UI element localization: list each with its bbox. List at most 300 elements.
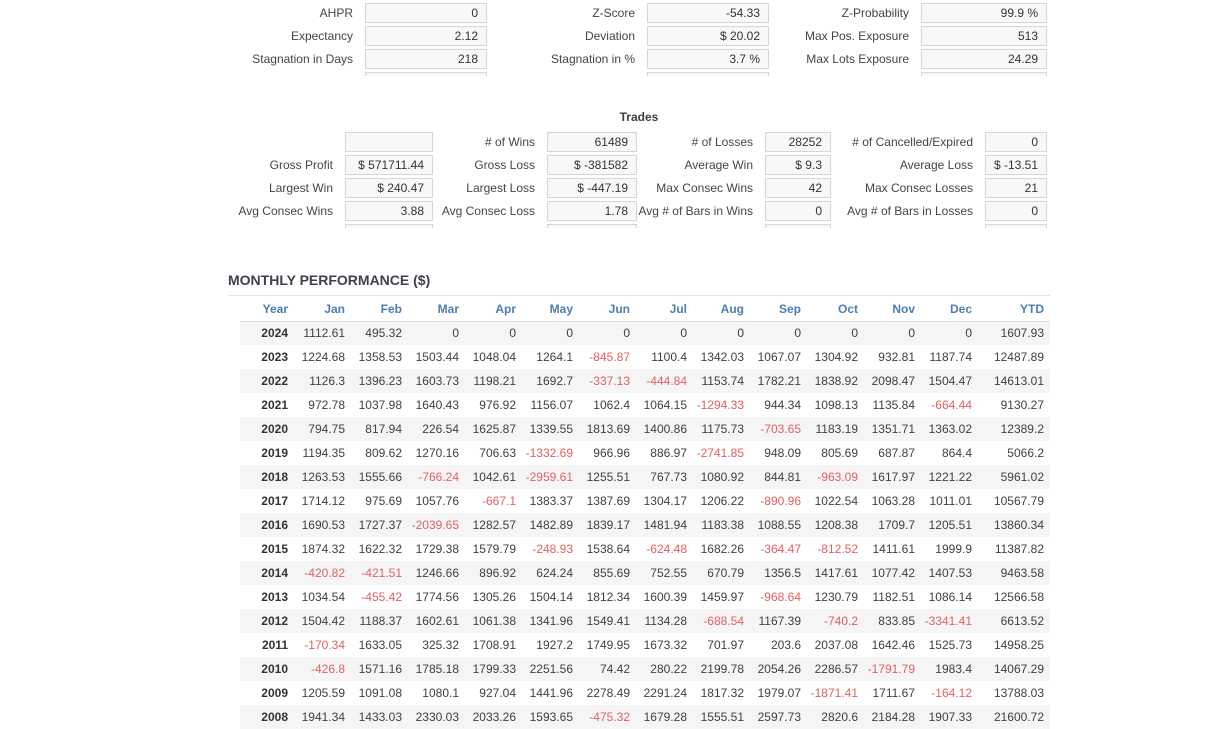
monthly-row	[240, 681, 1050, 705]
monthly-value-cell: 1711.67	[872, 686, 915, 700]
monthly-row	[240, 345, 1050, 369]
monthly-col-header: Aug	[693, 298, 750, 321]
monthly-value-cell: -164.12	[931, 686, 972, 700]
monthly-year-cell: 2008	[261, 710, 288, 724]
stat-label: Max Consec Wins	[656, 181, 753, 195]
monthly-value-cell: 1593.65	[529, 710, 573, 724]
monthly-year-cell: 2024	[261, 326, 288, 341]
monthly-value-cell: 1282.57	[472, 518, 516, 532]
monthly-value-cell: 1091.08	[358, 686, 402, 700]
stat-label: Gross Loss	[474, 158, 535, 172]
monthly-value-cell: 1153.74	[701, 374, 744, 388]
monthly-value-cell: 0	[566, 326, 573, 341]
monthly-value-cell: -667.1	[481, 494, 516, 508]
monthly-value-cell: 1729.38	[415, 542, 459, 556]
stat-label: AHPR	[319, 6, 353, 20]
monthly-value-cell: 1230.79	[814, 590, 858, 604]
monthly-value-cell: 1603.73	[415, 374, 459, 388]
monthly-value-cell: 1351.71	[871, 422, 915, 436]
monthly-value-cell: 1042.61	[472, 470, 516, 484]
stat-label-stub	[831, 224, 985, 247]
monthly-value-cell: 1782.21	[757, 374, 801, 388]
monthly-value-cell: 2597.73	[757, 710, 801, 724]
monthly-value-cell: 1607.93	[1000, 326, 1044, 341]
monthly-value-cell: 927.04	[479, 686, 516, 700]
monthly-table-head	[240, 298, 1050, 321]
monthly-value-cell: 1482.89	[529, 518, 573, 532]
monthly-value-cell: 12487.89	[993, 350, 1044, 364]
stat-label: Max Consec Losses	[864, 181, 973, 195]
monthly-value-cell: -1332.69	[525, 446, 573, 460]
monthly-value-cell: 74.42	[599, 662, 630, 676]
monthly-value-cell: -1294.33	[696, 398, 744, 412]
monthly-value-cell: 1022.54	[814, 494, 858, 508]
monthly-value-cell: 1080.1	[422, 686, 459, 700]
monthly-value-cell: 886.97	[650, 446, 687, 460]
monthly-value-cell: 1549.41	[586, 614, 630, 628]
stat-value-field: 1.78	[547, 201, 637, 221]
monthly-row	[240, 441, 1050, 465]
monthly-value-cell: 1709.7	[878, 518, 915, 532]
monthly-year-cell: 2011	[261, 638, 288, 652]
monthly-value-cell: 1255.51	[586, 470, 630, 484]
stat-value-field: -54.33	[647, 3, 769, 23]
stat-label-stub	[637, 224, 765, 247]
stat-value-field: 2.12	[365, 26, 487, 46]
monthly-value-cell: 864.4	[941, 446, 972, 460]
monthly-value-cell: -624.48	[646, 542, 687, 556]
monthly-value-cell: 844.81	[764, 470, 801, 484]
monthly-value-cell: 972.78	[308, 398, 345, 412]
monthly-value-cell: 1246.66	[415, 566, 459, 580]
monthly-value-cell: 12566.58	[993, 590, 1044, 604]
monthly-value-cell: 1224.68	[301, 350, 345, 364]
monthly-value-cell: 1817.32	[700, 686, 744, 700]
monthly-value-cell: 1927.2	[536, 638, 573, 652]
monthly-value-cell: 1555.66	[358, 470, 402, 484]
monthly-value-cell: 1167.39	[758, 614, 801, 628]
stat-value-field: 218	[365, 49, 487, 69]
monthly-value-cell: -2039.65	[411, 518, 459, 532]
monthly-value-cell: 855.69	[593, 566, 630, 580]
monthly-value-cell: 1690.53	[301, 518, 345, 532]
monthly-value-cell: 1622.32	[358, 542, 402, 556]
monthly-value-cell: 1839.17	[586, 518, 630, 532]
monthly-row	[240, 489, 1050, 513]
monthly-value-cell: 1100.4	[651, 350, 687, 364]
monthly-value-cell: 14613.01	[993, 374, 1044, 388]
monthly-value-cell: -444.84	[646, 374, 687, 388]
monthly-value-cell: 1411.61	[872, 542, 915, 556]
monthly-value-cell: -968.64	[760, 590, 801, 604]
stat-label: Largest Loss	[466, 181, 535, 195]
monthly-value-cell: 670.79	[707, 566, 744, 580]
monthly-value-cell: 1063.28	[871, 494, 915, 508]
stat-value-field: $ 20.02	[647, 26, 769, 46]
monthly-value-cell: 1874.32	[301, 542, 345, 556]
monthly-value-cell: 1400.86	[643, 422, 687, 436]
stat-value-field: $ -13.51	[985, 155, 1047, 175]
monthly-year-cell: 2015	[261, 542, 288, 556]
monthly-value-cell: 1983.4	[935, 662, 972, 676]
monthly-value-cell: 1941.34	[301, 710, 345, 724]
monthly-value-cell: -455.42	[361, 590, 402, 604]
monthly-value-cell: 1774.56	[415, 590, 459, 604]
monthly-value-cell: 1134.28	[644, 614, 687, 628]
monthly-value-cell: 0	[965, 326, 972, 341]
monthly-value-cell: -170.34	[304, 638, 345, 652]
monthly-value-cell: 1358.53	[358, 350, 402, 364]
monthly-year-cell: 2019	[261, 446, 288, 460]
monthly-value-cell: 6613.52	[1000, 614, 1044, 628]
monthly-value-cell: 1433.03	[358, 710, 402, 724]
monthly-value-cell: 752.55	[650, 566, 687, 580]
stat-value-field-stub	[921, 72, 1047, 76]
monthly-value-cell: 1304.92	[814, 350, 858, 364]
monthly-col-header: Apr	[465, 298, 522, 321]
stat-value-field: 0	[365, 3, 487, 23]
stat-label: Gross Profit	[269, 158, 333, 172]
stat-label-stub	[228, 72, 365, 95]
monthly-value-cell: 1205.59	[301, 686, 345, 700]
monthly-value-cell: 1182.51	[872, 590, 915, 604]
monthly-value-cell: 0	[908, 326, 915, 341]
stat-label: Expectancy	[290, 29, 353, 43]
monthly-value-cell: 1175.73	[701, 422, 744, 436]
monthly-value-cell: 1571.16	[358, 662, 402, 676]
monthly-value-cell: 1673.32	[643, 638, 687, 652]
monthly-value-cell: -688.54	[703, 614, 744, 628]
monthly-value-cell: 1679.28	[643, 710, 687, 724]
monthly-value-cell: 1135.84	[872, 398, 915, 412]
monthly-value-cell: 2330.03	[415, 710, 459, 724]
monthly-value-cell: 1339.55	[529, 422, 573, 436]
monthly-row	[240, 657, 1050, 681]
monthly-value-cell: 1504.47	[928, 374, 972, 388]
monthly-value-cell: 896.92	[479, 566, 516, 580]
monthly-value-cell: 1034.54	[301, 590, 345, 604]
monthly-value-cell: 794.75	[308, 422, 345, 436]
monthly-value-cell: 0	[623, 326, 630, 341]
stat-value-field-stub	[647, 72, 769, 76]
monthly-year-cell: 2020	[261, 422, 288, 436]
stat-value-field: 42	[765, 178, 831, 198]
monthly-col-header: Year	[240, 298, 294, 321]
monthly-row	[240, 513, 1050, 537]
stat-label: Avg Consec Wins	[238, 204, 333, 218]
monthly-value-cell: 932.81	[878, 350, 915, 364]
monthly-value-cell: 706.63	[479, 446, 516, 460]
monthly-value-cell: -420.82	[304, 566, 345, 580]
monthly-year-cell: 2017	[261, 494, 288, 508]
monthly-value-cell: 1088.55	[757, 518, 801, 532]
monthly-value-cell: 1263.53	[301, 470, 345, 484]
stat-label: Deviation	[584, 29, 635, 43]
monthly-value-cell: 13860.34	[993, 518, 1044, 532]
monthly-value-cell: 12389.2	[1000, 422, 1044, 436]
stat-value-field-stub	[765, 224, 831, 228]
monthly-value-cell: 1727.37	[358, 518, 402, 532]
monthly-value-cell: -2741.85	[696, 446, 744, 460]
monthly-col-header: Mar	[408, 298, 465, 321]
monthly-value-cell: 948.09	[764, 446, 801, 460]
monthly-table-body	[240, 321, 1050, 729]
monthly-value-cell: 1525.73	[928, 638, 972, 652]
monthly-value-cell: 1749.95	[586, 638, 630, 652]
monthly-value-cell: -248.93	[532, 542, 573, 556]
monthly-value-cell: 966.96	[593, 446, 630, 460]
monthly-value-cell: 1198.21	[473, 374, 516, 388]
monthly-value-cell: 805.69	[821, 446, 858, 460]
monthly-value-cell: 1270.16	[415, 446, 459, 460]
monthly-value-cell: 1383.37	[529, 494, 573, 508]
monthly-value-cell: 1979.07	[757, 686, 801, 700]
monthly-value-cell: -740.2	[823, 614, 858, 628]
monthly-value-cell: 1188.37	[359, 614, 402, 628]
monthly-value-cell: 1341.96	[529, 614, 573, 628]
monthly-value-cell: 1714.12	[301, 494, 345, 508]
monthly-value-cell: 1080.92	[700, 470, 744, 484]
monthly-value-cell: 0	[737, 326, 744, 341]
monthly-col-header: Jul	[636, 298, 693, 321]
monthly-value-cell: 1208.38	[814, 518, 858, 532]
monthly-value-cell: 687.87	[878, 446, 915, 460]
stat-value-field-stub	[365, 72, 487, 76]
monthly-value-cell: 2286.57	[814, 662, 858, 676]
monthly-value-cell: 1396.23	[358, 374, 402, 388]
monthly-value-cell: 1799.33	[472, 662, 516, 676]
monthly-value-cell: 1067.07	[757, 350, 801, 364]
stat-label: Avg # of Bars in Losses	[847, 204, 973, 218]
monthly-value-cell: 2098.47	[871, 374, 915, 388]
monthly-year-cell: 2022	[261, 374, 288, 388]
monthly-value-cell: -421.51	[361, 566, 402, 580]
monthly-year-cell: 2023	[261, 350, 288, 364]
monthly-value-cell: 1642.46	[871, 638, 915, 652]
stat-value-field: $ -447.19	[547, 178, 637, 198]
monthly-col-header: Oct	[807, 298, 864, 321]
stat-value-field: 0	[765, 201, 831, 221]
monthly-year-cell: 2009	[261, 686, 288, 700]
monthly-value-cell: 11387.82	[994, 542, 1044, 556]
monthly-value-cell: 14067.29	[993, 662, 1044, 676]
monthly-value-cell: 1183.19	[815, 422, 858, 436]
stat-label: Stagnation in Days	[252, 52, 353, 66]
stat-value-field: 99.9 %	[921, 3, 1047, 23]
stat-value-field: $ 240.47	[345, 178, 433, 198]
monthly-value-cell: 767.73	[650, 470, 687, 484]
monthly-value-cell: 2278.49	[586, 686, 630, 700]
monthly-value-cell: 1194.35	[302, 446, 345, 460]
monthly-value-cell: 1579.79	[472, 542, 516, 556]
stat-label	[228, 132, 345, 155]
monthly-col-header: Nov	[864, 298, 921, 321]
monthly-row	[240, 393, 1050, 417]
monthly-value-cell: 2251.56	[529, 662, 573, 676]
monthly-col-header: Sep	[750, 298, 807, 321]
stat-label: Avg Consec Loss	[441, 204, 535, 218]
monthly-value-cell: 1356.5	[764, 566, 801, 580]
stat-value-field: 61489	[547, 132, 637, 152]
monthly-value-cell: 1640.43	[415, 398, 459, 412]
monthly-value-cell: 1205.51	[928, 518, 972, 532]
stat-value-field: 21	[985, 178, 1047, 198]
monthly-row	[240, 537, 1050, 561]
monthly-row	[240, 465, 1050, 489]
monthly-value-cell: 701.97	[707, 638, 744, 652]
monthly-value-cell: 1999.9	[935, 542, 972, 556]
monthly-value-cell: -2959.61	[525, 470, 573, 484]
monthly-value-cell: -664.44	[931, 398, 972, 412]
monthly-value-cell: 325.32	[422, 638, 459, 652]
statistics-grid	[228, 3, 1050, 95]
monthly-row	[240, 705, 1050, 729]
monthly-year-cell: 2016	[261, 518, 288, 532]
monthly-value-cell: -812.52	[817, 542, 858, 556]
monthly-value-cell: 624.24	[536, 566, 573, 580]
monthly-value-cell: 1206.22	[700, 494, 744, 508]
monthly-value-cell: 0	[851, 326, 858, 341]
monthly-row	[240, 633, 1050, 657]
stat-label-stub	[487, 72, 647, 95]
monthly-value-cell: 1126.3	[309, 374, 345, 388]
stat-label: # of Wins	[484, 135, 535, 149]
monthly-value-cell: 0	[509, 326, 516, 341]
monthly-value-cell: 2199.78	[700, 662, 744, 676]
monthly-value-cell: -1791.79	[867, 662, 915, 676]
monthly-value-cell: 1077.42	[871, 566, 915, 580]
monthly-value-cell: 1625.87	[472, 422, 516, 436]
monthly-value-cell: 1221.22	[928, 470, 972, 484]
stat-value-field: 24.29	[921, 49, 1047, 69]
monthly-row	[240, 369, 1050, 393]
monthly-value-cell: 1503.44	[415, 350, 459, 364]
monthly-value-cell: 1342.03	[700, 350, 744, 364]
monthly-year-cell: 2021	[261, 398, 288, 412]
monthly-year-cell: 2010	[261, 662, 288, 676]
monthly-value-cell: 0	[680, 326, 687, 341]
monthly-value-cell: 1407.53	[928, 566, 972, 580]
stat-value-field: $ -381582	[547, 155, 637, 175]
stat-label: Average Win	[684, 158, 753, 172]
stat-value-field-stub	[547, 224, 637, 228]
monthly-value-cell: 1057.76	[415, 494, 459, 508]
stat-label-stub	[228, 224, 345, 247]
monthly-row	[240, 417, 1050, 441]
monthly-row	[240, 561, 1050, 585]
stat-value-field: 28252	[765, 132, 831, 152]
monthly-value-cell: 1183.38	[701, 518, 744, 532]
monthly-row	[240, 609, 1050, 633]
monthly-value-cell: -703.65	[760, 422, 801, 436]
monthly-value-cell: 495.32	[365, 326, 402, 341]
monthly-value-cell: 13788.03	[993, 686, 1044, 700]
stat-value-field: 0	[985, 201, 1047, 221]
stat-label: Largest Win	[268, 181, 333, 195]
monthly-value-cell: 944.34	[764, 398, 801, 412]
monthly-value-cell: 14958.25	[993, 638, 1044, 652]
monthly-value-cell: -337.13	[589, 374, 630, 388]
monthly-value-cell: 1600.39	[643, 590, 687, 604]
monthly-value-cell: -1871.41	[810, 686, 858, 700]
monthly-value-cell: 1504.42	[301, 614, 345, 628]
monthly-value-cell: 2291.24	[643, 686, 687, 700]
stat-value-field: 3.7 %	[647, 49, 769, 69]
monthly-col-header: Jun	[579, 298, 636, 321]
monthly-value-cell: 1304.17	[643, 494, 687, 508]
monthly-value-cell: 1907.33	[928, 710, 972, 724]
stat-label: Stagnation in %	[550, 52, 635, 66]
report-page	[228, 0, 1050, 729]
monthly-row	[240, 585, 1050, 609]
monthly-value-cell: 0	[794, 326, 801, 341]
stat-value-field: 3.88	[345, 201, 433, 221]
monthly-value-cell: 5066.2	[1007, 446, 1044, 460]
monthly-value-cell: 1363.02	[928, 422, 972, 436]
stat-label: Z-Probability	[841, 6, 909, 20]
monthly-value-cell: 1264.1	[536, 350, 573, 364]
trades-section-title: Trades	[619, 110, 659, 124]
monthly-value-cell: 2037.08	[814, 638, 858, 652]
monthly-value-cell: 9463.58	[1000, 566, 1044, 580]
monthly-value-cell: 833.85	[878, 614, 915, 628]
monthly-value-cell: 817.94	[365, 422, 402, 436]
monthly-value-cell: 1305.26	[472, 590, 516, 604]
monthly-value-cell: 1785.18	[415, 662, 459, 676]
monthly-value-cell: 21600.72	[993, 710, 1044, 724]
monthly-value-cell: -845.87	[589, 350, 630, 364]
stat-value-field: $ 571711.44	[345, 155, 433, 175]
monthly-value-cell: 1011.01	[929, 494, 972, 508]
monthly-value-cell: 975.69	[365, 494, 402, 508]
monthly-value-cell: 1441.96	[529, 686, 573, 700]
monthly-col-header: Jan	[294, 298, 351, 321]
monthly-value-cell: 1459.97	[700, 590, 744, 604]
monthly-value-cell: 1708.91	[472, 638, 516, 652]
monthly-value-cell: 0	[452, 326, 459, 341]
stat-label: Average Loss	[899, 158, 973, 172]
stat-label: # of Cancelled/Expired	[852, 135, 973, 149]
monthly-value-cell: 9130.27	[1000, 398, 1044, 412]
stat-label-stub	[433, 224, 547, 247]
monthly-year-cell: 2013	[261, 590, 288, 604]
monthly-value-cell: 1504.14	[529, 590, 573, 604]
monthly-value-cell: 1838.92	[814, 374, 858, 388]
monthly-year-cell: 2018	[261, 470, 288, 484]
monthly-value-cell: 2184.28	[871, 710, 915, 724]
monthly-col-header: Feb	[351, 298, 408, 321]
stat-value-field-stub	[985, 224, 1047, 228]
monthly-value-cell: 1813.69	[586, 422, 630, 436]
monthly-value-cell: 10567.79	[993, 494, 1044, 508]
monthly-value-cell: -364.47	[760, 542, 801, 556]
stat-value-field: 0	[985, 132, 1047, 152]
trades-grid	[228, 132, 1050, 247]
monthly-value-cell: 1187.74	[929, 350, 972, 364]
stat-value-field	[345, 132, 433, 152]
monthly-value-cell: 226.54	[422, 422, 459, 436]
stat-value-field: $ 9.3	[765, 155, 831, 175]
monthly-value-cell: 203.6	[770, 638, 801, 652]
monthly-value-cell: 5961.02	[1000, 470, 1044, 484]
stat-value-field-stub	[345, 224, 433, 228]
monthly-value-cell: 809.62	[365, 446, 402, 460]
monthly-value-cell: 976.92	[479, 398, 516, 412]
monthly-value-cell: 1086.14	[928, 590, 972, 604]
monthly-value-cell: 1156.07	[530, 398, 573, 412]
monthly-value-cell: 1617.97	[871, 470, 915, 484]
monthly-value-cell: -3341.41	[924, 614, 972, 628]
